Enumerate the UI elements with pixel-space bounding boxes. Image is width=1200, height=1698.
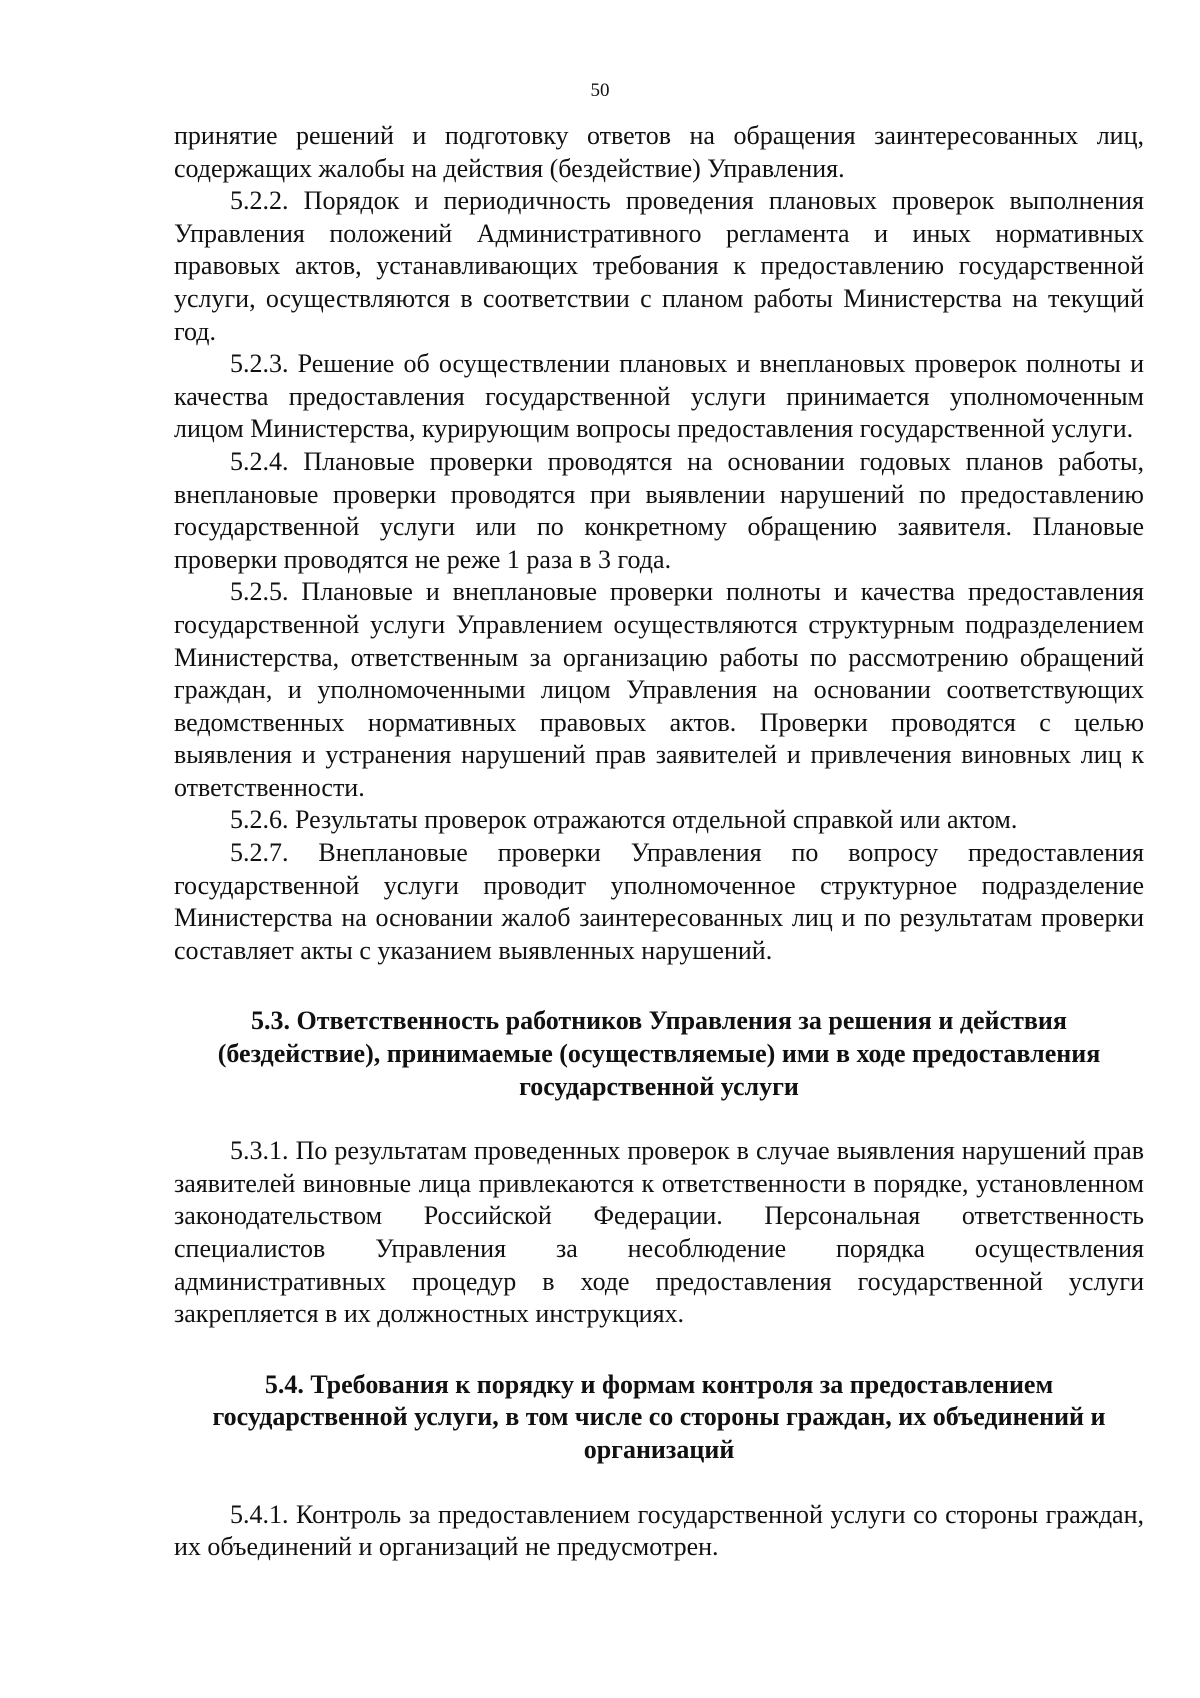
paragraph-5-2-7: 5.2.7. Внеплановые проверки Управления по вопросу предоставления государственной услуги проводит уполномоченное структурное подразделение Министерства на основании жалоб заинтересованных лиц и по результатам проверки составляет акты с указанием выявленных нарушений. [174,838,1144,965]
paragraph-5-2-3: 5.2.3. Решение об осуществлении плановых и внеплановых проверок полноты и качества предоставления государственной услуги принимается уполномоченным лицом Министерства, курирующим вопросы предоставления государственной услуги. [174,349,1144,444]
section-5-4-heading: 5.4. Требования к порядку и формам контроля за предоставлением государственной услуги, в том числе со стороны граждан, их объединений и организаций [212,1369,1106,1464]
page-number: 50 [590,80,610,101]
paragraph-continuation: принятие решений и подготовку ответов на обращения заинтересованных лиц, содержащих жалобы на действия (бездействие) Управления. [174,121,1144,183]
paragraph-5-4-1: 5.4.1. Контроль за предоставлением государственной услуги со стороны граждан, их объединений и организаций не предусмотрен. [174,1499,1144,1562]
paragraph-5-2-5: 5.2.5. Плановые и внеплановые проверки полноты и качества предоставления государственной услуги Управлением осуществляются структурным подразделением Министерства, ответственным за организацию работы по рассмотрению обращений граждан, и уполномоченными лицом Управления на основании соответствующих ведомственных нормативных правовых актов. Проверки проводятся с целью выявления и устранения нарушений прав заявителей и привлечения виновных лиц к ответственности. [174,577,1144,802]
section-5-3-heading: 5.3. Ответственность работников Управления за решения и действия (бездействие), принимаемые (осуществляемые) ими в ходе предоставления государственной услуги [217,1006,1101,1101]
paragraph-5-3-1: 5.3.1. По результатам проведенных проверок в случае выявления нарушений прав заявителей виновные лица привлекаются к ответственности в порядке, установленном законодательством Российской Федерации. Персональная ответственность специалистов Управления за несоблюдение порядка осуществления административных процедур в ходе предоставления государственной услуги закрепляется в их должностных инструкциях. [174,1136,1144,1329]
document-body [174,120,1144,1564]
paragraph-5-2-2: 5.2.2. Порядок и периодичность проведения плановых проверок выполнения Управления положений Административного регламента и иных нормативных правовых актов, устанавливающих требования к предоставлению государственной услуги, осуществляются в соответствии с планом работы Министерства на текущий год. [174,186,1144,346]
paragraph-5-2-4: 5.2.4. Плановые проверки проводятся на основании годовых планов работы, внеплановые проверки проводятся при выявлении нарушений по предоставлению государственной услуги или по конкретному обращению заявителя. Плановые проверки проводятся не реже 1 раза в 3 года. [174,446,1144,574]
paragraph-5-2-6: 5.2.6. Результаты проверок отражаются отдельной справкой или актом. [230,805,1018,835]
